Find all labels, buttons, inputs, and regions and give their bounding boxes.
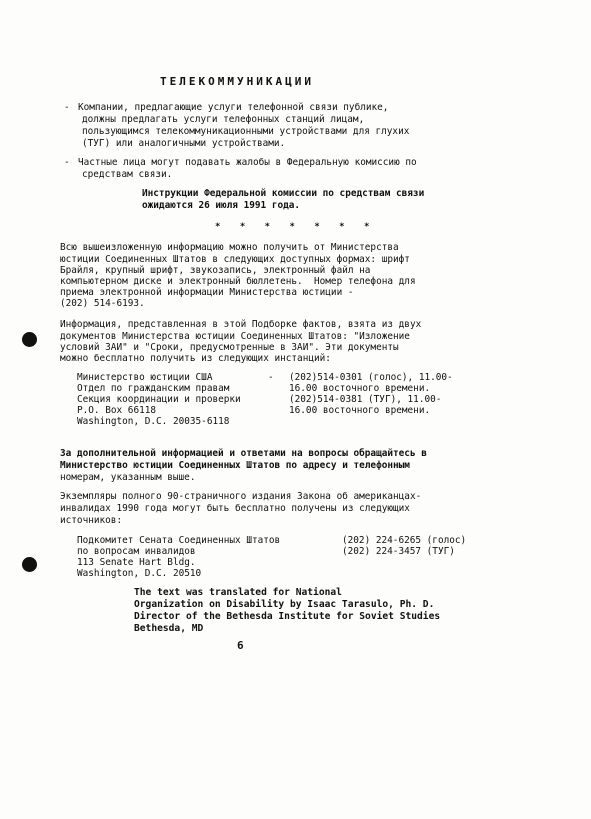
senate-address-line: 113 Senate Hart Bldg. [77, 557, 196, 568]
binder-hole [22, 332, 37, 347]
fcc-note-line: Инструкции Федеральной комиссии по средствам связи [142, 188, 425, 199]
paragraph-line: можно бесплатно получить из следующих инстанций: [60, 353, 331, 364]
fcc-note-line: ожидаются 26 июля 1991 года. [142, 200, 301, 211]
translation-credit-line: The text was translated for National [134, 587, 342, 598]
bullet-dash: - [64, 102, 70, 113]
bullet-line: Компании, предлагающие услуги телефонной связи публике, [78, 102, 389, 113]
paragraph-line: условий ЗАИ" и "Сроки, предусмотренные в ЗАИ". Эти документы [60, 342, 399, 353]
senate-address-line: по вопросам инвалидов [77, 546, 196, 557]
senate-address-line: Washington, D.C. 20510 [77, 568, 202, 579]
doj-address-line: Washington, D.C. 20035-6118 [77, 416, 230, 427]
paragraph-line: документов Министерства юстиции Соединенных Штатов: "Изложение [60, 331, 410, 342]
paragraph-line: Всю вышеизложенную информацию можно получить от Министерства [60, 242, 399, 253]
bullet-line: (ТУГ) или аналогичными устройствами. [82, 138, 286, 149]
paragraph-line: компьютерном диске и электронный бюллетень. Номер телефона для [60, 276, 416, 287]
bullet-line: средствам связи. [82, 169, 173, 180]
doj-address-line: Секция координации и проверки [77, 394, 241, 405]
paragraph-line: инвалидах 1990 года могут быть бесплатно получены из следующих [60, 503, 410, 514]
page-number: 6 [237, 639, 244, 652]
paragraph-line: номерам, указанным выше. [60, 472, 196, 483]
doj-phone-line: 16.00 восточного времени. [289, 383, 431, 394]
paragraph-line: Брайля, крупный шрифт, звукозапись, электронный файл на [60, 265, 371, 276]
separator-stars: * * * * * * * [215, 222, 377, 232]
paragraph-line: приема электронной информации Министерства юстиции - [60, 287, 354, 298]
bullet-line: пользующимся телекоммуникационными устройствами для глухих [82, 126, 410, 137]
paragraph-line: юстиции Соединенных Штатов в следующих доступных формах: шрифт [60, 254, 410, 265]
doj-dash: - [268, 372, 274, 383]
translation-credit-line: Organization on Disability by Isaac Tarasulo, Ph. D. [134, 599, 435, 610]
senate-phone-line: (202) 224-3457 (ТУГ) [342, 546, 455, 557]
bullet-dash: - [64, 157, 70, 168]
senate-address-line: Подкомитет Сената Соединенных Штатов [77, 535, 281, 546]
translation-credit-line: Director of the Bethesda Institute for Soviet Studies [134, 611, 441, 622]
doj-address-line: Отдел по гражданским правам [77, 383, 230, 394]
paragraph-line: (202) 514-6193. [60, 298, 145, 309]
doj-phone-line: (202)514-0381 (ТУГ), 11.00- [289, 394, 442, 405]
bullet-line: Частные лица могут подавать жалобы в Федеральную комиссию по [78, 157, 417, 168]
binder-hole [22, 557, 37, 572]
doj-address-line: Министерство юстиции США [77, 372, 213, 383]
senate-phone-line: (202) 224-6265 (голос) [342, 535, 467, 546]
bullet-line: должны предлагать услуги телефонных станций лицам, [82, 114, 365, 125]
doj-phone-line: (202)514-0301 (голос), 11.00- [289, 372, 453, 383]
paragraph-line: Министерство юстиции Соединенных Штатов по адресу и телефонным [60, 460, 410, 471]
paragraph-line: Экземпляры полного 90-страничного издания Закона об американцах- [60, 491, 422, 502]
page-title: ТЕЛЕКОММУНИКАЦИИ [160, 75, 314, 88]
paragraph-line: Информация, представленная в этой Подборке фактов, взята из двух [60, 319, 422, 330]
paragraph-line: За дополнительной информацией и ответами на вопросы обращайтесь в [60, 448, 427, 459]
doj-address-line: P.O. Box 66118 [77, 405, 157, 416]
paragraph-line: источников: [60, 515, 123, 526]
doj-phone-line: 16.00 восточного времени. [289, 405, 431, 416]
translation-credit-line: Bethesda, MD [134, 623, 204, 634]
